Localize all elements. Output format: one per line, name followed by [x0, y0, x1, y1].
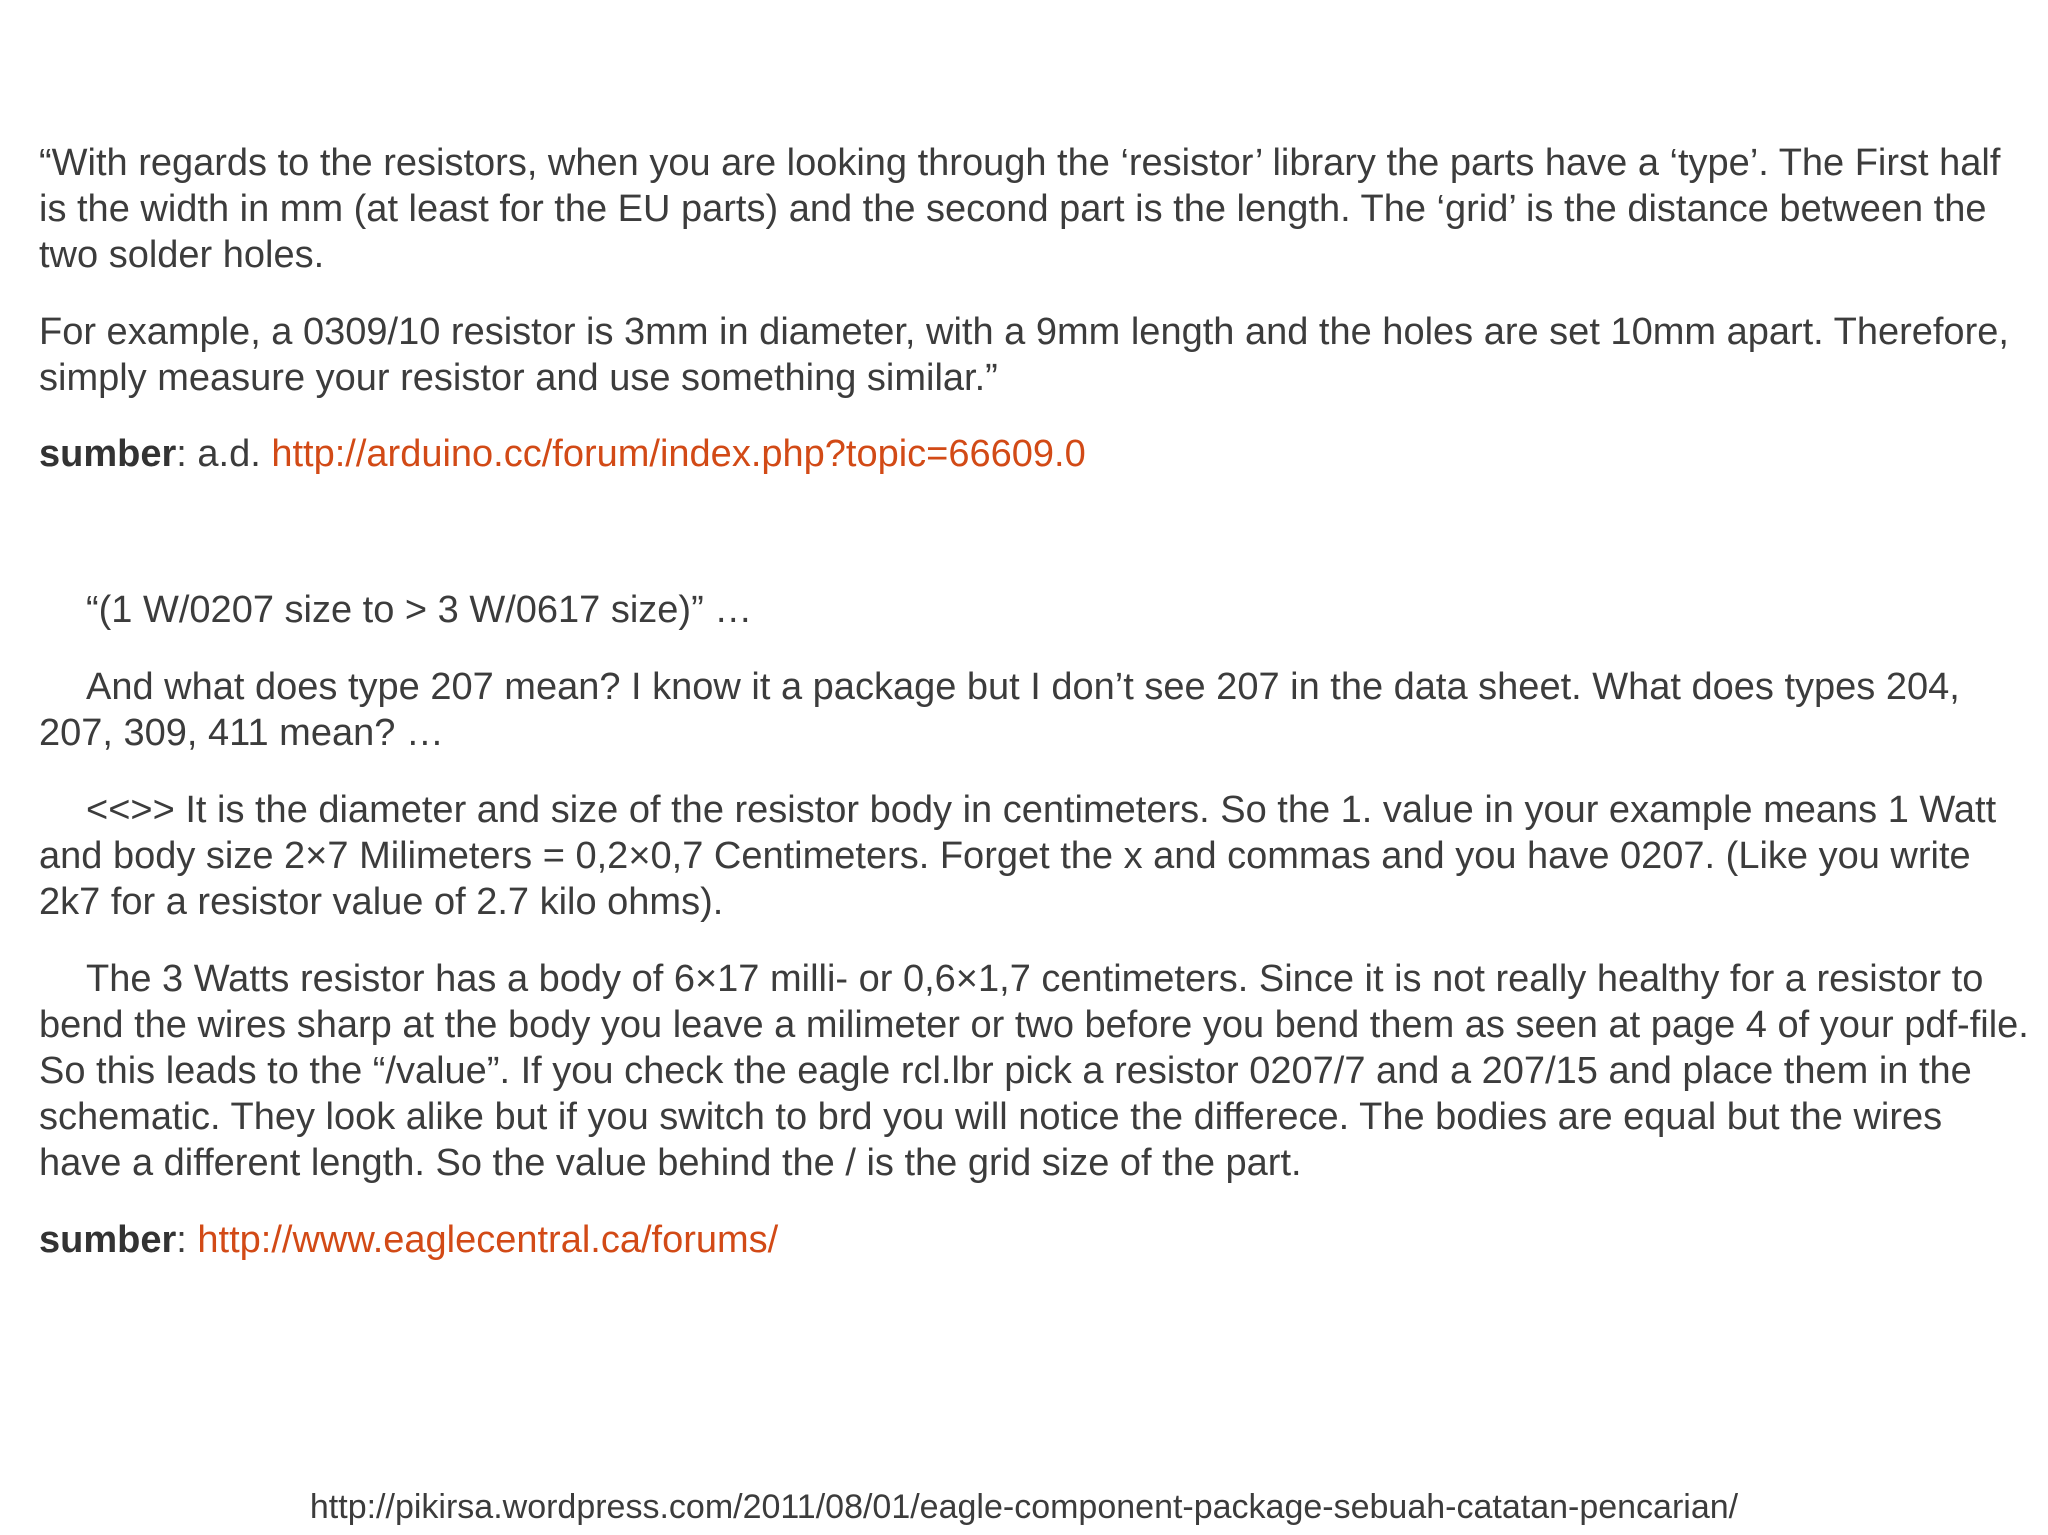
source-prefix: :: [176, 1219, 198, 1261]
forum-paragraph-4: The 3 Watts resistor has a body of 6×17 milli- or 0,6×1,7 centimeters. Since it is not really healthy for a resistor to bend the wires sharp at the body you leave a milimeter or two before you bend them as seen at page 4 of your pdf-file. So this leads to the “/value”. If you check the eagle rcl.lbr pick a resistor 0207/7 and a 207/15 and place them in the schematic. They look alike but if you switch to brd you will notice the differece. The bodies are equal but the wires have a different length. So the value behind the / is the grid size of the part.: [39, 958, 2029, 1184]
forum-paragraph-3: <<>> It is the diameter and size of the resistor body in centimeters. So the 1. value in your example means 1 Watt and body size 2×7 Milimeters = 0,2×0,7 Centimeters. Forget the x and commas and you have 0207. (Like you write 2k7 for a resistor value of 2.7 kilo ohms).: [39, 789, 1997, 923]
source-label: sumber: [39, 1219, 177, 1261]
eaglecentral-forum-link[interactable]: http://www.eaglecentral.ca/forums/: [197, 1219, 779, 1261]
quote-paragraph-2: For example, a 0309/10 resistor is 3mm in diameter, with a 9mm length and the holes are set 10mm apart. Therefore, simply measure your resistor and use something similar.”: [39, 311, 2009, 399]
source-line-eaglecentral: [39, 1217, 2029, 1263]
source-prefix: : a.d.: [176, 433, 272, 475]
quote-paragraph-1: “With regards to the resistors, when you are looking through the ‘resistor’ library the parts have a ‘type’. The First half is the width in mm (at least for the EU parts) and the second part is the length. The ‘grid’ is the distance between the two solder holes.: [39, 142, 2001, 276]
document-body: [39, 140, 2029, 1263]
forum-paragraph-1: “(1 W/0207 size to > 3 W/0617 size)” …: [86, 589, 753, 631]
section-gap: [39, 477, 2029, 587]
source-label: sumber: [39, 433, 177, 475]
footer-url: http://pikirsa.wordpress.com/2011/08/01/eagle-component-package-sebuah-catatan-pencarian/: [309, 1488, 1739, 1526]
source-line-arduino: [39, 431, 2029, 477]
forum-paragraph-2: And what does type 207 mean? I know it a package but I don’t see 207 in the data sheet. What does types 204, 207, 309, 411 mean? …: [39, 666, 1960, 754]
arduino-forum-link[interactable]: http://arduino.cc/forum/index.php?topic=66609.0: [271, 433, 1086, 475]
